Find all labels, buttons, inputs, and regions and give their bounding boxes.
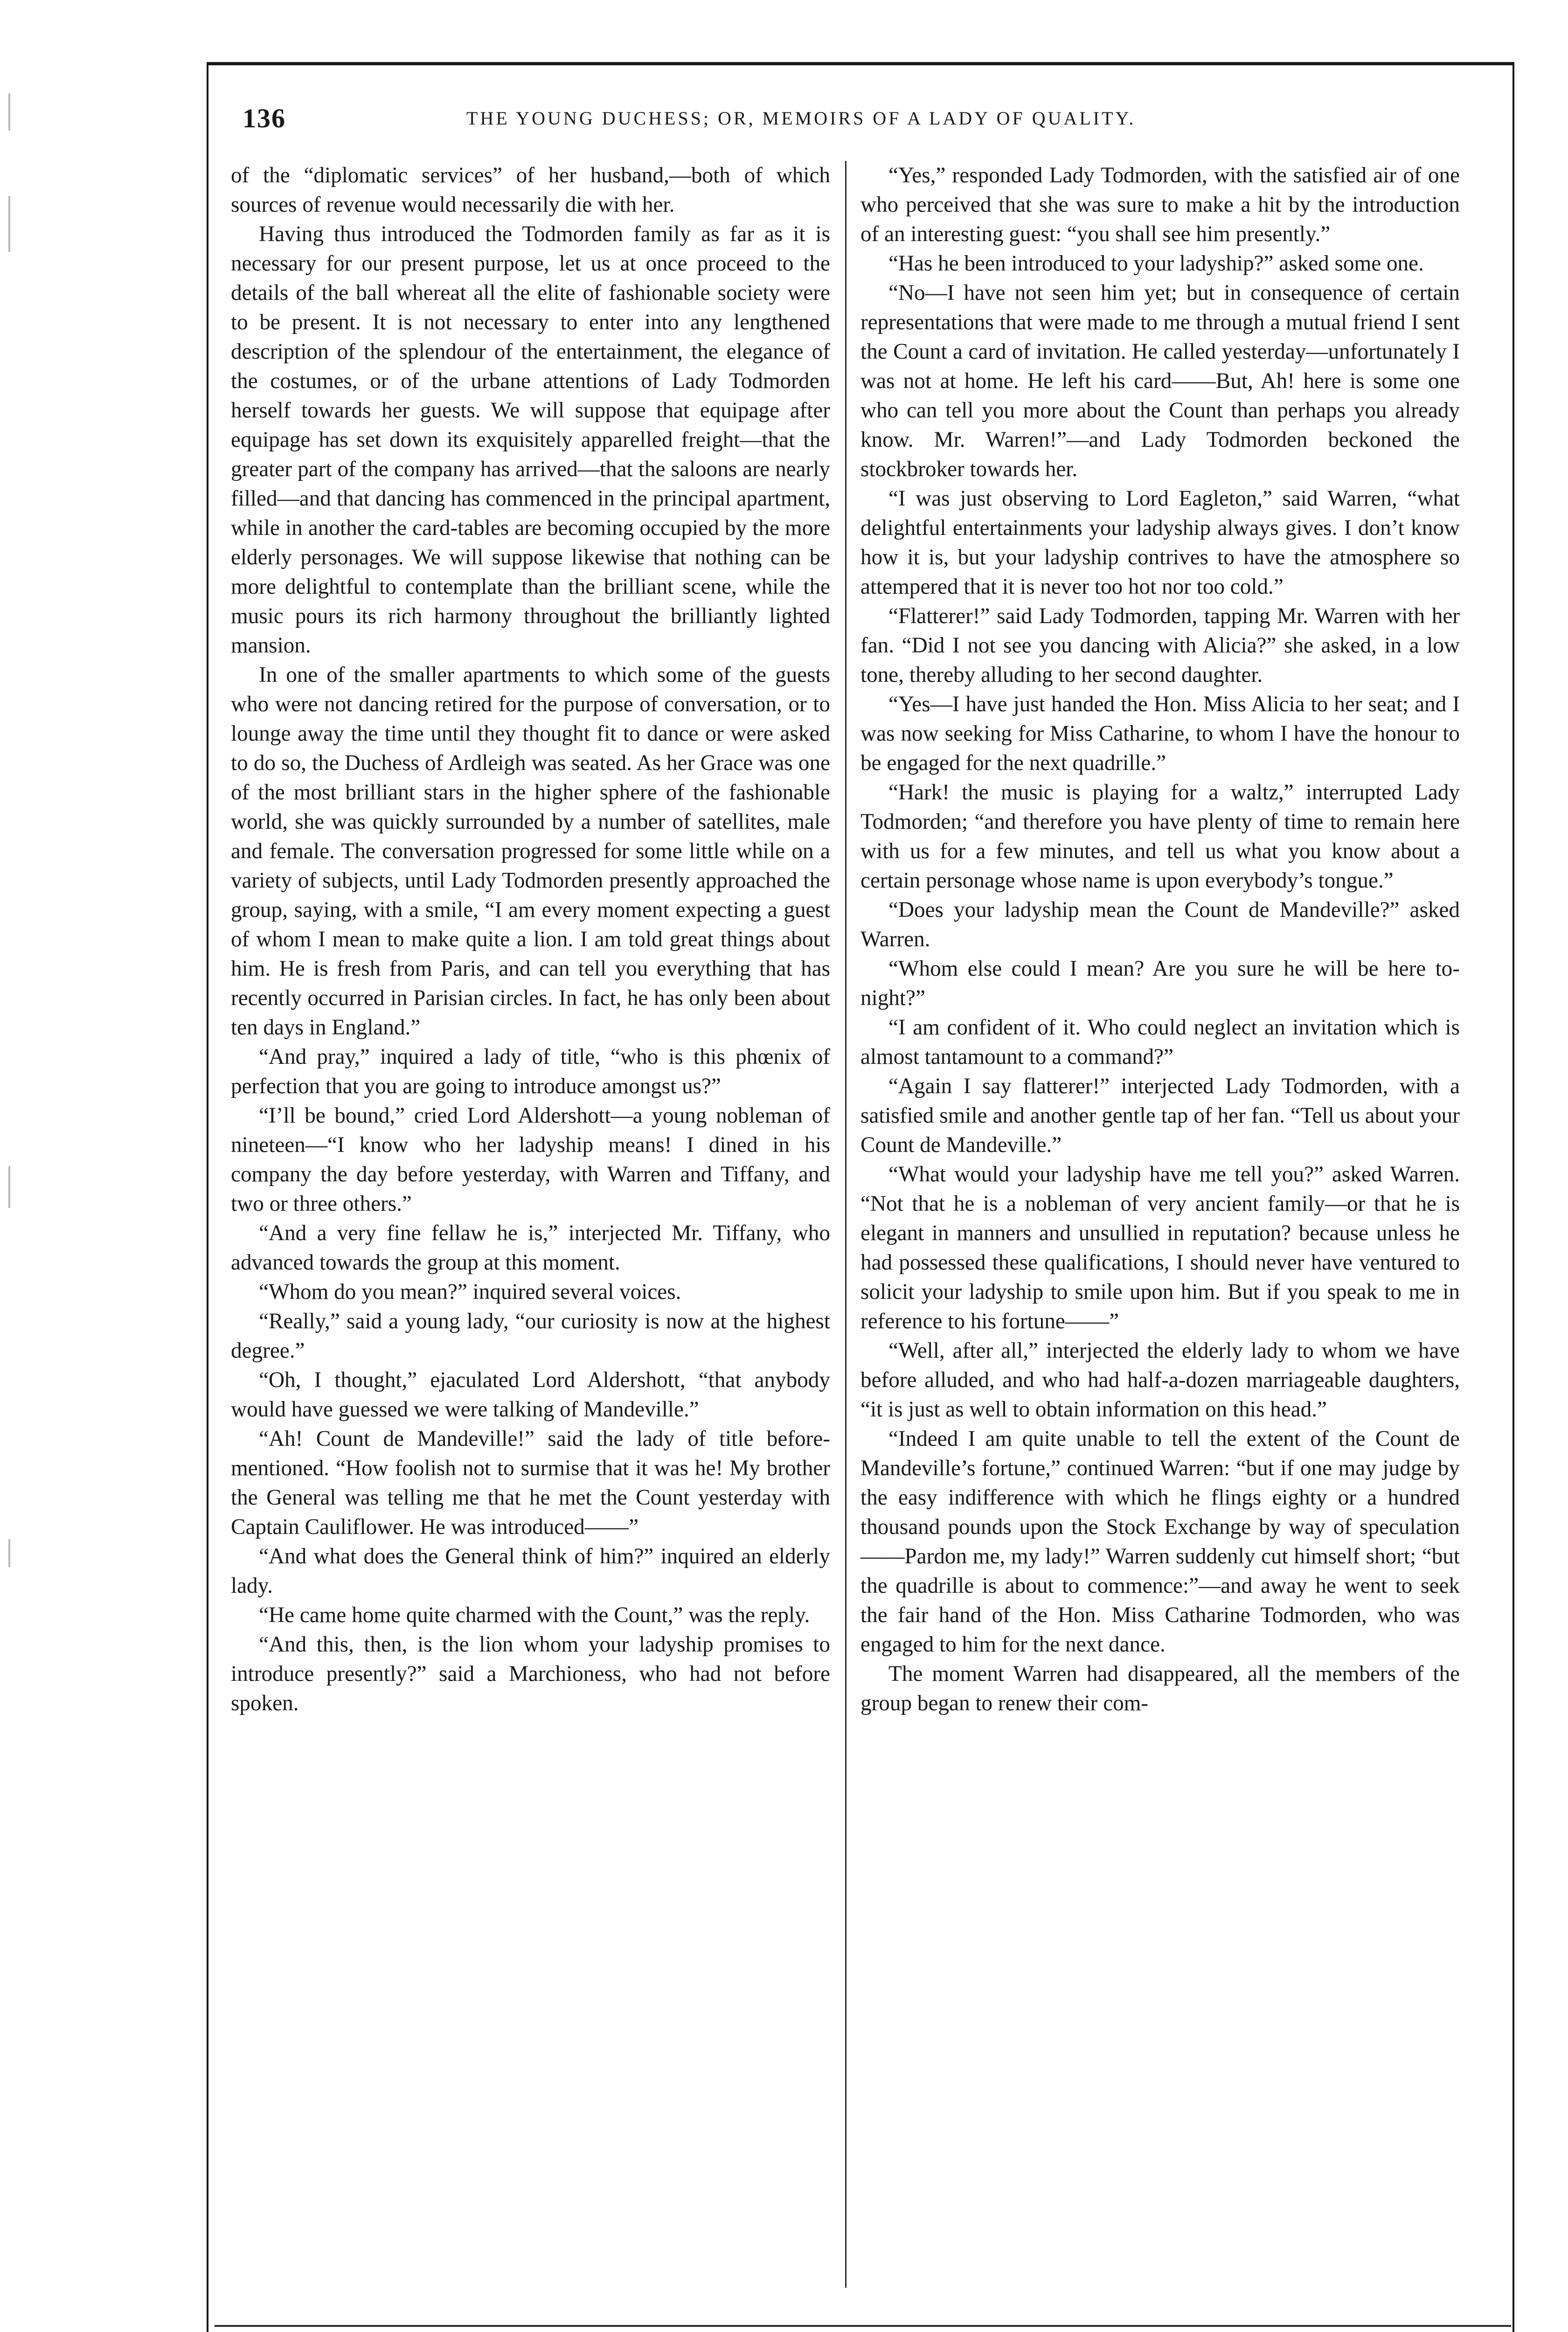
paragraph: “Hark! the music is playing for a waltz,” interrupted Lady Todmorden; “and therefore you have plenty of time to remain here with us for a few minutes, and tell us what you know about a certain personage whose name is upon everybody’s tongue.”: [860, 780, 1460, 893]
paragraph: “And a very fine fellaw he is,” interjected Mr. Tiffany, who advanced towards the group at this moment.: [231, 1221, 830, 1275]
paragraph: “Again I say flatterer!” interjected Lady Todmorden, with a satisfied smile and another gentle tap of her fan. “Tell us about your Count de Mandeville.”: [860, 1074, 1460, 1157]
paragraph: In one of the smaller apartments to which some of the guests who were not dancing retired for the purpose of conversation, or to lounge away the time until they thought fit to dance or were asked to do so, the Duchess of Ardleigh was seated. As her Grace was one of the most brilliant stars in the higher sphere of the fashionable world, she was quickly surrounded by a number of satellites, male and female. The conversation progressed for some little while on a variety of subjects, until Lady Todmorden presently approached the group, saying, with a smile, “I am every moment expecting a guest of whom I mean to make quite a lion. I am told great things about him. He is fresh from Paris, and can tell you everything that has recently occurred in Parisian circles. In fact, he has only been about ten days in England.”: [231, 663, 830, 1040]
page-header: [243, 103, 1483, 135]
left-column: [231, 161, 830, 1718]
column-divider: [845, 161, 846, 2288]
paragraph: “I was just observing to Lord Eagleton,” said Warren, “what delightful entertainments your ladyship always gives. I don’t know how it is, but your ladyship contrives to have the atmosphere so attempered that it is never too hot nor too cold.”: [860, 486, 1460, 599]
paragraph: “Really,” said a young lady, “our curiosity is now at the highest degree.”: [231, 1309, 830, 1363]
paragraph: “What would your ladyship have me tell you?” asked Warren. “Not that he is a nobleman of very ancient family—or that he is elegant in manners and unsullied in reputation? because unless he had possessed these qualifications, I should never have ventured to solicit your ladyship to smile upon him. But if you speak to me in reference to his fortune——”: [860, 1162, 1460, 1333]
paragraph: “I’ll be bound,” cried Lord Aldershott—a young nobleman of nineteen—“I know who her ladyship means! I dined in his company the day before yesterday, with Warren and Tiffany, and two or three others.”: [231, 1104, 830, 1216]
paragraph: “Indeed I am quite unable to tell the extent of the Count de Mandeville’s fortune,” continued Warren: “but if one may judge by the easy indifference with which he flings eighty or a hundred thousand pounds upon the Stock Exchange by way of speculation——Pardon me, my lady!” Warren suddenly cut himself short; “but the quadrille is about to commence:”—and away he went to seek the fair hand of the Hon. Miss Catharine Todmorden, who was engaged to him for the next dance.: [860, 1427, 1460, 1657]
paragraph: “And what does the General think of him?” inquired an elderly lady.: [231, 1544, 830, 1598]
paragraph: “He came home quite charmed with the Count,” was the reply.: [259, 1603, 810, 1627]
paragraph: “Ah! Count de Mandeville!” said the lady of title before-mentioned. “How foolish not to surmise that it was he! My brother the General was telling me that he met the Count yesterday with Captain Cauliflower. He was introduced——”: [231, 1427, 830, 1539]
paragraph: “Well, after all,” interjected the elderly lady to whom we have before alluded, and who had half-a-dozen marriageable daughters, “it is just as well to obtain information on this head.”: [860, 1339, 1460, 1422]
paragraph: “Does your ladyship mean the Count de Mandeville?” asked Warren.: [860, 898, 1460, 951]
bottom-rule: [215, 2325, 1511, 2327]
running-title: THE YOUNG DUCHESS; OR, MEMOIRS OF A LADY OF QUALITY.: [466, 108, 1136, 129]
paragraph: “And pray,” inquired a lady of title, “who is this phœnix of perfection that you are going to introduce amongst us?”: [231, 1045, 830, 1098]
right-column: [860, 161, 1460, 1718]
paragraph: “Flatterer!” said Lady Todmorden, tapping Mr. Warren with her fan. “Did I not see you dancing with Alicia?” she asked, in a low tone, thereby alluding to her second daughter.: [860, 604, 1460, 687]
paragraph: “Yes,” responded Lady Todmorden, with the satisfied air of one who perceived that she was sure to make a hit by the introduction of an interesting guest: “you shall see him presently.”: [860, 163, 1460, 246]
paragraph: “I am confident of it. Who could neglect an invitation which is almost tantamount to a command?”: [860, 1015, 1460, 1069]
scan-margin-mark: [8, 196, 10, 252]
paragraph: “And this, then, is the lion whom your ladyship promises to introduce presently?” said a Marchioness, who had not before spoken.: [231, 1632, 830, 1715]
page-number: 136: [243, 103, 286, 133]
paragraph: “No—I have not seen him yet; but in consequence of certain representations that were made to me through a mutual friend I sent the Count a card of invitation. He called yesterday—unfortunately I was not at home. He left his card——But, Ah! here is some one who can tell you more about the Count than perhaps you already know. Mr. Warren!”—and Lady Todmorden beckoned the stockbroker towards her.: [860, 281, 1460, 481]
scan-margin-mark: [8, 1539, 10, 1567]
paragraph: Having thus introduced the Todmorden family as far as it is necessary for our present purpose, let us at once proceed to the details of the ball whereat all the elite of fashionable society were to be present. It is not necessary to enter into any lengthened description of the splendour of the entertainment, the elegance of the costumes, or of the urbane attentions of Lady Todmorden herself towards her guests. We will suppose that equipage after equipage has set down its exquisitely apparelled freight—that the greater part of the company has arrived—that the saloons are nearly filled—and that dancing has commenced in the principal apartment, while in another the card-tables are becoming occupied by the more elderly personages. We will suppose likewise that nothing can be more delightful to contemplate than the brilliant scene, while the music pours its rich harmony throughout the brilliantly lighted mansion.: [231, 222, 830, 658]
paragraph: of the “diplomatic services” of her husband,—both of which sources of revenue would necessarily die with her.: [231, 163, 830, 217]
paragraph: “Whom else could I mean? Are you sure he will be here to-night?”: [860, 957, 1460, 1010]
scan-margin-mark: [8, 93, 10, 131]
paragraph: “Yes—I have just handed the Hon. Miss Alicia to her seat; and I was now seeking for Miss Catharine, to whom I have the honour to be engaged for the next quadrille.”: [860, 692, 1460, 775]
paragraph: “Whom do you mean?” inquired several voices.: [259, 1280, 681, 1304]
scan-margin-mark: [8, 1166, 10, 1208]
paragraph: The moment Warren had disappeared, all the members of the group began to renew their com-: [860, 1662, 1460, 1715]
paragraph: “Has he been introduced to your ladyship?” asked some one.: [888, 251, 1424, 276]
paragraph: “Oh, I thought,” ejaculated Lord Aldershott, “that anybody would have guessed we were talking of Mandeville.”: [231, 1368, 830, 1422]
